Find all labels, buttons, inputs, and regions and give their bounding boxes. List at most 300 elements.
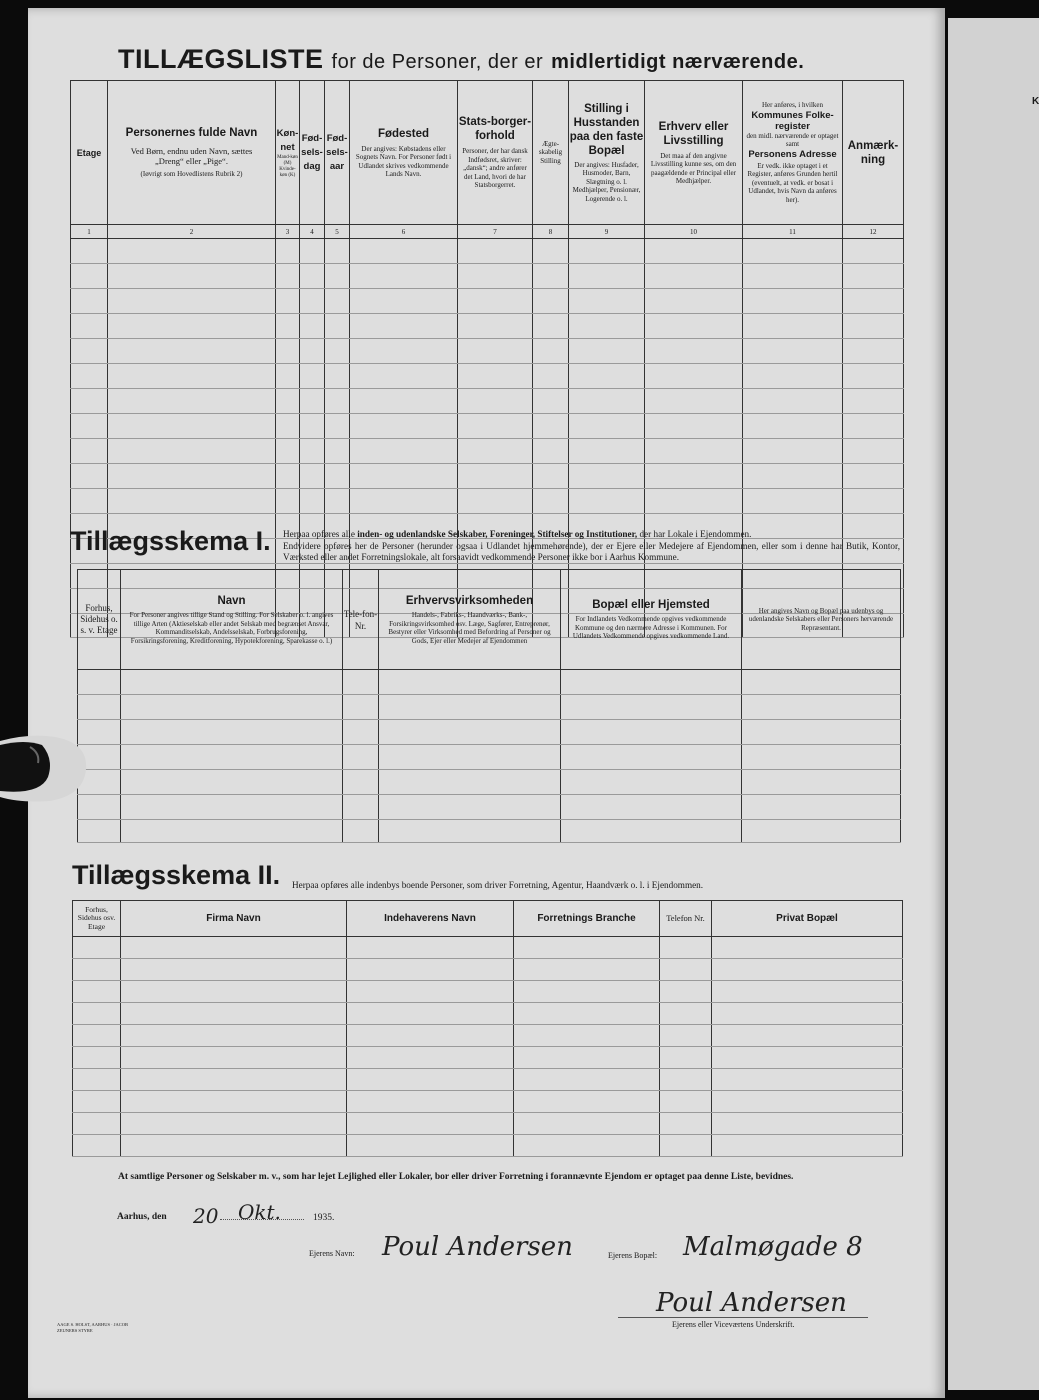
owner-address: Malmøgade 8 (683, 1232, 863, 1262)
form-title (118, 44, 804, 75)
liste-row (71, 364, 904, 389)
skema2-note: Herpaa opføres alle indenbys boende Personer, som driver Forretning, Agentur, Haandværk o. l. i Ejendommen. (292, 880, 704, 890)
empty-cell[interactable] (325, 439, 350, 464)
empty-cell[interactable] (276, 239, 300, 264)
empty-cell[interactable] (121, 1047, 347, 1069)
empty-cell[interactable] (569, 289, 645, 314)
empty-cell[interactable] (458, 264, 533, 289)
empty-cell[interactable] (379, 670, 561, 695)
empty-cell[interactable] (343, 820, 379, 843)
skema1-row (78, 695, 901, 720)
empty-cell[interactable] (458, 414, 533, 439)
empty-cell[interactable] (71, 414, 108, 439)
skema1-row (78, 770, 901, 795)
skema1-note: Herpaa opføres alle inden- og udenlandske Selskaber, Foreninger, Stiftelser og Institutioner, der har Lokale i Ejendommen. Endvidere opføres her de Personer (herunder ogsaa i Udlandet hjemmehørende), der er Ejere eller Medejere af Ejendommen, eller som i denne har Butik, Kontor, Værksted eller andet Forretningslokale, alt forsaavidt vedkommende Personer ikke bor i Aarhus Kommune. (283, 529, 900, 562)
empty-cell[interactable] (73, 1069, 121, 1091)
empty-cell[interactable] (73, 937, 121, 959)
s1-col-bopael: Bopæl eller Hjemsted For Indlandets Vedkommende opgives vedkommende Kommune og den nærmere Adresse i Kommunen. For Udlandets Vedkommende opgives vedkommende Land. (561, 570, 742, 670)
empty-cell[interactable] (458, 489, 533, 514)
empty-cell[interactable] (343, 670, 379, 695)
empty-cell[interactable] (843, 439, 904, 464)
empty-cell[interactable] (660, 1069, 712, 1091)
empty-cell[interactable] (458, 464, 533, 489)
signature-label: Ejerens eller Viceværtens Underskrift. (672, 1320, 795, 1329)
empty-cell[interactable] (325, 314, 350, 339)
empty-cell[interactable] (121, 1025, 347, 1047)
empty-cell[interactable] (660, 981, 712, 1003)
empty-cell[interactable] (712, 1069, 903, 1091)
empty-cell[interactable] (458, 239, 533, 264)
empty-cell[interactable] (121, 959, 347, 981)
empty-cell[interactable] (343, 745, 379, 770)
col-number: 1 (71, 225, 108, 239)
empty-cell[interactable] (325, 389, 350, 414)
empty-cell[interactable] (121, 720, 343, 745)
col-erhverv: Erhverv eller Livsstilling Det maa af den angivne Livsstilling kunne ses, om den paagældende er Principal eller Medhjælper. (645, 81, 743, 225)
empty-cell[interactable] (843, 414, 904, 439)
empty-cell[interactable] (73, 959, 121, 981)
empty-cell[interactable] (108, 389, 276, 414)
empty-cell[interactable] (71, 239, 108, 264)
col-aegteskab: Ægte-skabelig Stilling (533, 81, 569, 225)
empty-cell[interactable] (712, 1003, 903, 1025)
col-koen: Køn-net Mand-køn (M) Kvinde-køn (K) (276, 81, 300, 225)
skema2-row (73, 1025, 903, 1047)
empty-cell[interactable] (73, 1025, 121, 1047)
empty-cell[interactable] (645, 339, 743, 364)
empty-cell[interactable] (343, 695, 379, 720)
empty-cell[interactable] (350, 464, 458, 489)
empty-cell[interactable] (347, 1069, 514, 1091)
empty-cell[interactable] (742, 820, 901, 843)
empty-cell[interactable] (742, 795, 901, 820)
empty-cell[interactable] (121, 695, 343, 720)
empty-cell[interactable] (843, 289, 904, 314)
empty-cell[interactable] (712, 937, 903, 959)
liste-row (71, 464, 904, 489)
empty-cell[interactable] (743, 289, 843, 314)
printer-mark: AAGE S. HOLST, AARHUS · JACOB ZEUNERS STYRE (57, 1322, 129, 1333)
empty-cell[interactable] (108, 364, 276, 389)
empty-cell[interactable] (276, 364, 300, 389)
empty-cell[interactable] (660, 1091, 712, 1113)
empty-cell[interactable] (350, 389, 458, 414)
empty-cell[interactable] (71, 389, 108, 414)
date-label: Aarhus, den (117, 1212, 167, 1222)
empty-cell[interactable] (712, 1135, 903, 1157)
s2-col-indehaver: Indehaverens Navn (347, 901, 514, 937)
empty-cell[interactable] (645, 489, 743, 514)
empty-cell[interactable] (645, 289, 743, 314)
empty-cell[interactable] (645, 264, 743, 289)
skema2-row (73, 1113, 903, 1135)
empty-cell[interactable] (108, 314, 276, 339)
skema2-row (73, 937, 903, 959)
empty-cell[interactable] (300, 289, 325, 314)
footer-statement: At samtlige Personer og Selskaber m. v., som har lejet Lejlighed eller Lokaler, bor eller driver Forretning i forannævnte Ejendom er optaget paa denne Liste, bevidnes. (118, 1172, 794, 1182)
empty-cell[interactable] (300, 364, 325, 389)
empty-cell[interactable] (514, 1025, 660, 1047)
empty-cell[interactable] (350, 289, 458, 314)
empty-cell[interactable] (514, 1003, 660, 1025)
empty-cell[interactable] (743, 339, 843, 364)
empty-cell[interactable] (121, 937, 347, 959)
empty-cell[interactable] (514, 1047, 660, 1069)
signature-line (618, 1317, 868, 1318)
title-rest: for de Personer, der er (331, 51, 544, 73)
empty-cell[interactable] (379, 770, 561, 795)
empty-cell[interactable] (561, 720, 742, 745)
empty-cell[interactable] (569, 314, 645, 339)
empty-cell[interactable] (569, 464, 645, 489)
empty-cell[interactable] (533, 414, 569, 439)
empty-cell[interactable] (121, 770, 343, 795)
empty-cell[interactable] (108, 339, 276, 364)
liste-row (71, 414, 904, 439)
s2-col-etage: Forhus, Sidehus osv. Etage (73, 901, 121, 937)
title-bold: midlertidigt nærværende. (551, 51, 805, 73)
s2-col-telefon: Telefon Nr. (660, 901, 712, 937)
empty-cell[interactable] (276, 289, 300, 314)
empty-cell[interactable] (78, 670, 121, 695)
liste-row (71, 489, 904, 514)
owner-name-label: Ejerens Navn: (309, 1249, 355, 1258)
empty-cell[interactable] (569, 339, 645, 364)
empty-cell[interactable] (121, 670, 343, 695)
empty-cell[interactable] (743, 264, 843, 289)
empty-cell[interactable] (561, 795, 742, 820)
empty-cell[interactable] (325, 239, 350, 264)
col-number: 3 (276, 225, 300, 239)
empty-cell[interactable] (121, 745, 343, 770)
empty-cell[interactable] (561, 745, 742, 770)
empty-cell[interactable] (350, 264, 458, 289)
s1-col-etage: Forhus, Sidehus o. s. v. Etage (78, 570, 121, 670)
col-etage: Etage (71, 81, 108, 225)
skema2-row (73, 1091, 903, 1113)
empty-cell[interactable] (347, 937, 514, 959)
empty-cell[interactable] (645, 464, 743, 489)
empty-cell[interactable] (73, 1047, 121, 1069)
empty-cell[interactable] (743, 464, 843, 489)
empty-cell[interactable] (121, 1003, 347, 1025)
col-number: 12 (843, 225, 904, 239)
empty-cell[interactable] (514, 959, 660, 981)
signature: Poul Andersen (656, 1288, 847, 1318)
empty-cell[interactable] (533, 264, 569, 289)
empty-cell[interactable] (71, 364, 108, 389)
empty-cell[interactable] (660, 959, 712, 981)
col-number: 7 (458, 225, 533, 239)
empty-cell[interactable] (533, 439, 569, 464)
empty-cell[interactable] (300, 239, 325, 264)
empty-cell[interactable] (843, 264, 904, 289)
empty-cell[interactable] (276, 439, 300, 464)
empty-cell[interactable] (325, 364, 350, 389)
empty-cell[interactable] (108, 489, 276, 514)
empty-cell[interactable] (843, 239, 904, 264)
empty-cell[interactable] (569, 414, 645, 439)
empty-cell[interactable] (71, 339, 108, 364)
empty-cell[interactable] (712, 959, 903, 981)
liste-row (71, 339, 904, 364)
empty-cell[interactable] (843, 464, 904, 489)
empty-cell[interactable] (347, 959, 514, 981)
empty-cell[interactable] (743, 414, 843, 439)
skema1-row (78, 795, 901, 820)
empty-cell[interactable] (533, 364, 569, 389)
empty-cell[interactable] (645, 364, 743, 389)
empty-cell[interactable] (743, 439, 843, 464)
empty-cell[interactable] (743, 239, 843, 264)
col-number: 6 (350, 225, 458, 239)
empty-cell[interactable] (325, 489, 350, 514)
col-statsborger: Stats-borger-forhold Personer, der har dansk Indfødsret, skriver: „dansk“; andre anfører det Land, hvori de har Statsborgerret. (458, 81, 533, 225)
skema1-row (78, 745, 901, 770)
empty-cell[interactable] (660, 1025, 712, 1047)
empty-cell[interactable] (742, 720, 901, 745)
date-year: 1935. (313, 1213, 335, 1223)
col-number: 10 (645, 225, 743, 239)
empty-cell[interactable] (561, 820, 742, 843)
empty-cell[interactable] (379, 745, 561, 770)
empty-cell[interactable] (73, 1113, 121, 1135)
empty-cell[interactable] (121, 1069, 347, 1091)
empty-cell[interactable] (533, 239, 569, 264)
empty-cell[interactable] (712, 1091, 903, 1113)
empty-cell[interactable] (533, 489, 569, 514)
empty-cell[interactable] (350, 489, 458, 514)
owner-name: Poul Andersen (382, 1232, 573, 1262)
empty-cell[interactable] (712, 1113, 903, 1135)
empty-cell[interactable] (121, 795, 343, 820)
empty-cell[interactable] (742, 670, 901, 695)
empty-cell[interactable] (73, 981, 121, 1003)
empty-cell[interactable] (300, 489, 325, 514)
empty-cell[interactable] (276, 489, 300, 514)
empty-cell[interactable] (73, 1135, 121, 1157)
col-number: 8 (533, 225, 569, 239)
empty-cell[interactable] (843, 314, 904, 339)
empty-cell[interactable] (350, 364, 458, 389)
empty-cell[interactable] (276, 464, 300, 489)
empty-cell[interactable] (533, 339, 569, 364)
empty-cell[interactable] (108, 239, 276, 264)
empty-cell[interactable] (742, 770, 901, 795)
empty-cell[interactable] (276, 314, 300, 339)
empty-cell[interactable] (533, 289, 569, 314)
empty-cell[interactable] (276, 339, 300, 364)
empty-cell[interactable] (300, 339, 325, 364)
empty-cell[interactable] (533, 314, 569, 339)
empty-cell[interactable] (712, 1047, 903, 1069)
empty-cell[interactable] (276, 264, 300, 289)
empty-cell[interactable] (743, 314, 843, 339)
empty-cell[interactable] (73, 1091, 121, 1113)
empty-cell[interactable] (121, 1113, 347, 1135)
s1-col-telefon: Tele-fon-Nr. (343, 570, 379, 670)
empty-cell[interactable] (325, 464, 350, 489)
empty-cell[interactable] (379, 795, 561, 820)
skema1-row (78, 720, 901, 745)
empty-cell[interactable] (350, 439, 458, 464)
empty-cell[interactable] (325, 339, 350, 364)
empty-cell[interactable] (843, 489, 904, 514)
empty-cell[interactable] (300, 439, 325, 464)
empty-cell[interactable] (458, 314, 533, 339)
empty-cell[interactable] (350, 314, 458, 339)
empty-cell[interactable] (71, 264, 108, 289)
empty-cell[interactable] (645, 414, 743, 439)
empty-cell[interactable] (458, 389, 533, 414)
empty-cell[interactable] (379, 695, 561, 720)
empty-cell[interactable] (71, 489, 108, 514)
empty-cell[interactable] (514, 937, 660, 959)
skema2-title: Tillægsskema II. (72, 860, 281, 890)
col-number: 4 (300, 225, 325, 239)
empty-cell[interactable] (379, 720, 561, 745)
empty-cell[interactable] (743, 389, 843, 414)
empty-cell[interactable] (660, 937, 712, 959)
empty-cell[interactable] (569, 364, 645, 389)
empty-cell[interactable] (343, 795, 379, 820)
liste-row (71, 239, 904, 264)
empty-cell[interactable] (514, 1135, 660, 1157)
empty-cell[interactable] (533, 464, 569, 489)
liste-row (71, 264, 904, 289)
col-navn: Personernes fulde Navn Ved Børn, endnu uden Navn, sættes „Dreng“ eller „Pige“. (Iøvrigt som Hovedlistens Rubrik 2) (108, 81, 276, 225)
col-foedselsdag: Fød-sels-dag (300, 81, 325, 225)
empty-cell[interactable] (108, 414, 276, 439)
empty-cell[interactable] (843, 389, 904, 414)
empty-cell[interactable] (121, 1091, 347, 1113)
empty-cell[interactable] (78, 820, 121, 843)
col-foedested: Fødested Der angives: Købstadens eller Sognets Navn. For Personer født i Udlandet skrives vedkommende Lands Navn. (350, 81, 458, 225)
empty-cell[interactable] (561, 695, 742, 720)
empty-cell[interactable] (458, 289, 533, 314)
empty-cell[interactable] (712, 1025, 903, 1047)
empty-cell[interactable] (645, 314, 743, 339)
s1-col-erhverv: Erhvervsvirksomheden Handels-, Fabriks-, Haandværks-, Bank-, Forsikringsvirksomhed osv. Læge, Sagfører, Entreprenør, Bestyrer eller Virksomhed med Befordring af Personer og Gods, Ejer eller Medejer af Ejendommen (379, 570, 561, 670)
s1-col-navn: Navn For Personer angives tillige Stand og Stilling. For Selskaber o. l. angives tillige Arten (Aktieselskab eller andet Selskab med begrænset Ansvar, Kommanditselskab, Andelsselskab, Forbrugsforening, Forsikringsforening, Kreditforening, Hypotekforening, Sparekasse o. l.) (121, 570, 343, 670)
s1-col-repraesentant: Her angives Navn og Bopæl paa udenbys og udenlandske Selskabers eller Personers herværende Repræsentant. (742, 570, 901, 670)
empty-cell[interactable] (325, 414, 350, 439)
empty-cell[interactable] (73, 1003, 121, 1025)
empty-cell[interactable] (347, 1003, 514, 1025)
empty-cell[interactable] (347, 1091, 514, 1113)
empty-cell[interactable] (569, 239, 645, 264)
col-number: 9 (569, 225, 645, 239)
empty-cell[interactable] (569, 389, 645, 414)
empty-cell[interactable] (71, 439, 108, 464)
empty-cell[interactable] (561, 670, 742, 695)
empty-cell[interactable] (108, 439, 276, 464)
empty-cell[interactable] (325, 264, 350, 289)
empty-cell[interactable] (660, 1003, 712, 1025)
empty-cell[interactable] (300, 314, 325, 339)
empty-cell[interactable] (347, 1135, 514, 1157)
empty-cell[interactable] (71, 314, 108, 339)
empty-cell[interactable] (458, 339, 533, 364)
liste-row (71, 314, 904, 339)
empty-cell[interactable] (645, 389, 743, 414)
empty-cell[interactable] (300, 414, 325, 439)
empty-cell[interactable] (561, 770, 742, 795)
empty-cell[interactable] (276, 414, 300, 439)
date-day: 20 (193, 1204, 219, 1228)
empty-cell[interactable] (660, 1047, 712, 1069)
empty-cell[interactable] (660, 1135, 712, 1157)
empty-cell[interactable] (743, 364, 843, 389)
empty-cell[interactable] (300, 264, 325, 289)
skema1-row (78, 670, 901, 695)
empty-cell[interactable] (514, 1069, 660, 1091)
empty-cell[interactable] (347, 1025, 514, 1047)
empty-cell[interactable] (300, 389, 325, 414)
empty-cell[interactable] (843, 339, 904, 364)
empty-cell[interactable] (300, 464, 325, 489)
empty-cell[interactable] (743, 489, 843, 514)
col-stilling-husstand: Stilling i Husstanden paa den faste Bopæl Der angives: Husfader, Husmoder, Barn, Slægtning o. l. Medhjælper, Pensionær, Logerende o. l. (569, 81, 645, 225)
empty-cell[interactable] (569, 264, 645, 289)
empty-cell[interactable] (108, 464, 276, 489)
empty-cell[interactable] (121, 1135, 347, 1157)
empty-cell[interactable] (514, 1091, 660, 1113)
empty-cell[interactable] (108, 289, 276, 314)
empty-cell[interactable] (347, 1113, 514, 1135)
empty-cell[interactable] (121, 820, 343, 843)
s2-col-firma: Firma Navn (121, 901, 347, 937)
empty-cell[interactable] (660, 1113, 712, 1135)
holding-thumb (0, 733, 90, 803)
empty-cell[interactable] (569, 439, 645, 464)
skema2-row (73, 1069, 903, 1091)
skema2-row (73, 1135, 903, 1157)
empty-cell[interactable] (379, 820, 561, 843)
empty-cell[interactable] (276, 389, 300, 414)
empty-cell[interactable] (347, 981, 514, 1003)
empty-cell[interactable] (458, 364, 533, 389)
empty-cell[interactable] (71, 289, 108, 314)
empty-cell[interactable] (350, 239, 458, 264)
empty-cell[interactable] (78, 695, 121, 720)
empty-cell[interactable] (712, 981, 903, 1003)
empty-cell[interactable] (108, 264, 276, 289)
empty-cell[interactable] (121, 981, 347, 1003)
empty-cell[interactable] (458, 439, 533, 464)
empty-cell[interactable] (645, 439, 743, 464)
col-foedselsaar: Fød-sels-aar (325, 81, 350, 225)
empty-cell[interactable] (742, 695, 901, 720)
empty-cell[interactable] (645, 239, 743, 264)
adjacent-page-mark: K (1032, 96, 1039, 107)
empty-cell[interactable] (343, 770, 379, 795)
col-folkeregister: Her anføres, i hvilken Kommunes Folke-register den midl. nærværende er optaget samt Personens Adresse Er vedk. ikke optaget i et Register, anføres Grunden hertil (eventuelt, at vedk. er bosat i Udlandet, hvis Navn da anføres her). (743, 81, 843, 225)
empty-cell[interactable] (350, 414, 458, 439)
skema2-row (73, 959, 903, 981)
empty-cell[interactable] (742, 745, 901, 770)
empty-cell[interactable] (514, 1113, 660, 1135)
empty-cell[interactable] (514, 981, 660, 1003)
empty-cell[interactable] (569, 489, 645, 514)
empty-cell[interactable] (347, 1047, 514, 1069)
empty-cell[interactable] (843, 364, 904, 389)
empty-cell[interactable] (350, 339, 458, 364)
empty-cell[interactable] (71, 464, 108, 489)
empty-cell[interactable] (325, 289, 350, 314)
empty-cell[interactable] (533, 389, 569, 414)
empty-cell[interactable] (343, 720, 379, 745)
